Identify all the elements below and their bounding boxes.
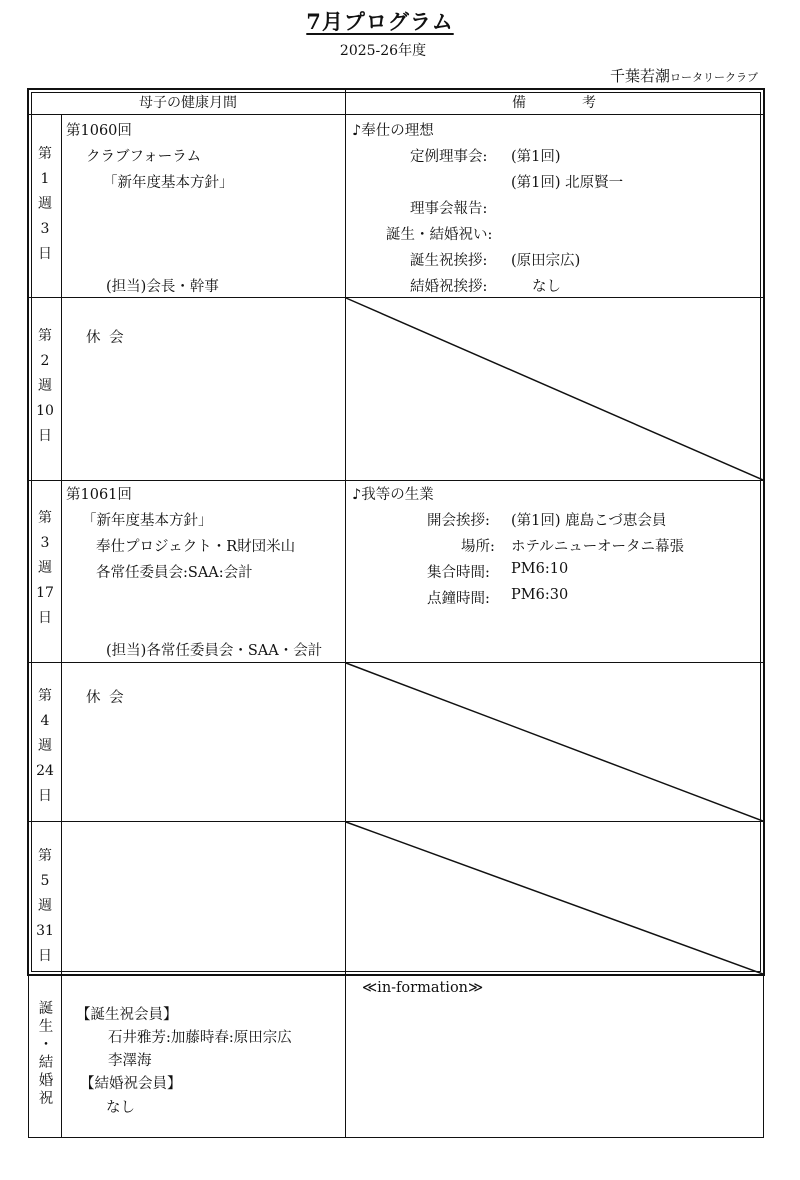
day-label-char: 24 (36, 763, 54, 779)
week1-notes-label: 結婚祝挨拶: (410, 279, 488, 295)
fiscal-year: 2025-26年度 (339, 43, 427, 59)
week1-program-topic: 「新年度基本方針」 (103, 175, 234, 191)
side-label-char: ・ (38, 1037, 54, 1053)
day-label-char: 日 (38, 788, 52, 804)
day-label-char: 1 (40, 171, 50, 187)
week3-program-line: 各常任委員会:SAA:会計 (96, 565, 253, 581)
row-divider-2 (29, 480, 763, 481)
week3-meeting-number: 第1061回 (66, 487, 132, 503)
week3-day-label (29, 506, 61, 631)
day-label-char: 17 (36, 585, 54, 601)
club-name-main: 千葉若潮 (609, 67, 670, 85)
week3-notes-value: ホテルニューオータニ幕張 (511, 539, 684, 555)
week3-in-charge: (担当)各常任委員会・SAA・会計 (106, 643, 323, 659)
week3-notes-label: 集合時間: (427, 565, 490, 581)
celebrations-divider-main (345, 975, 346, 1138)
wedding-members: なし (106, 1100, 135, 1116)
day-label-char: 3 (40, 221, 50, 237)
side-label-char: 祝 (38, 1091, 54, 1107)
week3-notes-value: (第1回) 鹿島こづ恵会員 (511, 513, 667, 529)
birthday-members-2: 李澤海 (108, 1053, 152, 1069)
week1-notes-value: (原田宗広) (511, 253, 581, 269)
week1-notes-value: (第1回) (511, 149, 561, 165)
birthday-header: 【誕生祝会員】 (76, 1007, 178, 1023)
column-divider-day (61, 115, 62, 975)
week3-program-topic: 「新年度基本方針」 (82, 513, 213, 529)
day-label-char: 日 (38, 610, 52, 626)
day-label-char: 週 (38, 560, 52, 576)
side-label-char: 生 (38, 1019, 54, 1035)
day-label-char: 31 (36, 923, 54, 939)
header-divider (29, 114, 763, 115)
day-label-char: 週 (38, 378, 52, 394)
page-title: 7月プログラム (306, 9, 454, 34)
celebrations-divider-side (61, 975, 62, 1138)
wedding-header: 【結婚祝会員】 (80, 1076, 182, 1092)
day-label-char: 週 (38, 196, 52, 212)
week3-notes-label: 点鐘時間: (427, 591, 490, 607)
week3-notes-label: 開会挨拶: (427, 513, 490, 529)
week1-notes-value: なし (532, 279, 561, 295)
day-label-char: 日 (38, 948, 52, 964)
week1-notes-label: 誕生・結婚祝い: (386, 227, 493, 243)
club-name-suffix: ロータリークラブ (670, 71, 758, 84)
week4-notes-strike (346, 663, 763, 821)
week1-program-title: クラブフォーラム (86, 149, 202, 165)
week2-notes-strike (346, 298, 763, 480)
week1-meeting-number: 第1060回 (66, 123, 132, 139)
week5-notes-strike (346, 822, 763, 974)
side-label-char: 結 (38, 1055, 54, 1071)
week4-day-label (29, 684, 61, 809)
week1-day-label (29, 142, 61, 267)
birthday-members: 石井雅芳:加藤時春:原田宗広 (108, 1030, 292, 1046)
day-label-char: 第 (38, 146, 52, 162)
day-label-char: 日 (38, 246, 52, 262)
week3-program-line: 奉仕プロジェクト・R財団米山 (96, 539, 296, 555)
week1-notes-label: 理事会報告: (410, 201, 488, 217)
day-label-char: 週 (38, 898, 52, 914)
week2-recess: 休 会 (86, 330, 126, 346)
side-label-char: 誕 (38, 1001, 54, 1017)
day-label-char: 週 (38, 738, 52, 754)
day-label-char: 3 (40, 535, 50, 551)
week3-notes-header: ♪我等の生業 (352, 487, 434, 503)
day-label-char: 10 (36, 403, 54, 419)
week4-recess: 休 会 (86, 690, 126, 706)
week1-notes-value: (第1回) 北原賢一 (511, 175, 624, 191)
day-label-char: 第 (38, 510, 52, 526)
week5-day-label (29, 844, 61, 969)
week1-notes-label: 定例理事会: (410, 149, 488, 165)
week3-notes-value: PM6:30 (511, 587, 569, 603)
column-header-theme: 母子の健康月間 (139, 95, 237, 111)
week2-day-label (29, 324, 61, 449)
day-label-char: 5 (40, 873, 50, 889)
day-label-char: 第 (38, 328, 52, 344)
week1-notes-header: ♪奉仕の理想 (352, 123, 434, 139)
side-label-char: 婚 (38, 1073, 54, 1089)
week3-notes-value: PM6:10 (511, 561, 569, 577)
week1-notes-label: 誕生祝挨拶: (410, 253, 488, 269)
day-label-char: 第 (38, 688, 52, 704)
day-label-char: 4 (40, 713, 50, 729)
information-label: ≪in-formation≫ (362, 980, 484, 996)
celebrations-side-label (36, 1000, 56, 1108)
club-name (610, 65, 758, 86)
week1-in-charge: (担当)会長・幹事 (106, 279, 219, 295)
column-header-notes: 備 考 (512, 95, 596, 111)
day-label-char: 2 (40, 353, 50, 369)
day-label-char: 第 (38, 848, 52, 864)
week3-notes-label: 場所: (461, 539, 495, 555)
day-label-char: 日 (38, 428, 52, 444)
